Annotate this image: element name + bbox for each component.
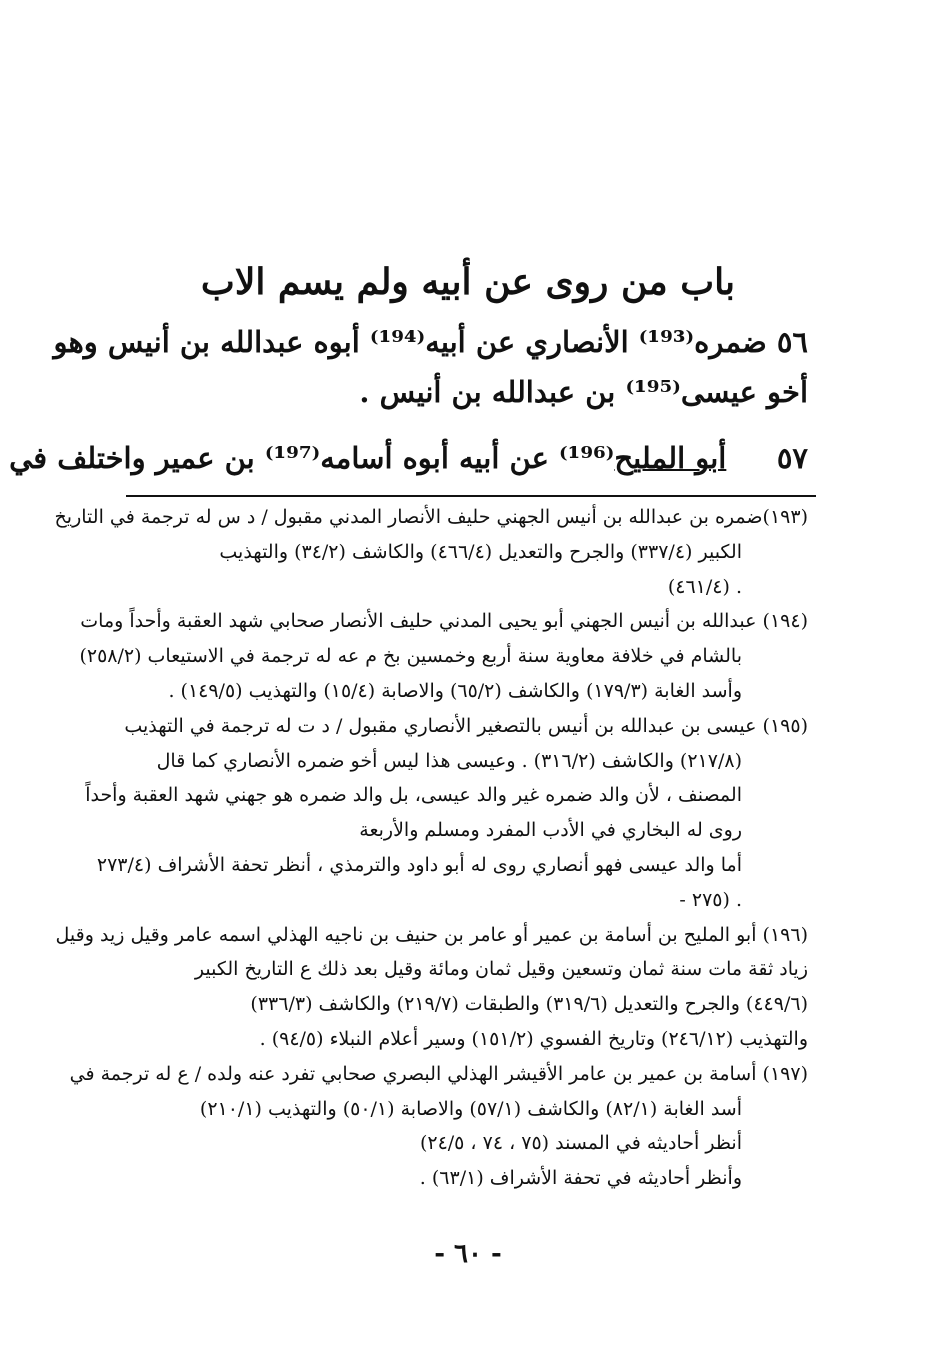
entry-57-number: ٥٧ [776,441,808,475]
footnote-197-line-2: أسد الغابة (٨٢/١) والكاشف (٥٧/١) والاصابة (٥٠/١) والتهذيب (٢١٠/١) [199,1097,742,1120]
footnote-196-line-4: والتهذيب (٢٤٦/١٢) وتاريخ الفسوي (١٥١/٢) وسير أعلام النبلاء (٩٤/٥) . [259,1027,808,1050]
chapter-heading: باب من روى عن أبيه ولم يسم الاب [200,261,736,303]
entry-57-line [9,438,808,478]
footnote-195-line-2: (٢١٧/٨) والكاشف (٣١٦/٢) . وعيسى هذا ليس أخو ضمره الأنصاري كما قال [156,749,742,772]
page-number: - ٦٠ - [434,1239,502,1269]
footnote-197-line-4: وأنظر أحاديثه في تحفة الأشراف (٦٣/١) . [419,1167,742,1190]
entry-56-line-2: أخو عيسى⁽¹⁹⁵⁾ بن عبدالله بن أنيس . [359,375,808,409]
footnote-194-line-1: (١٩٤) عبدالله بن أنيس الجهني أبو يحيى المدني حليف الأنصار صحابي شهد العقبة وأحداً ومات [80,610,808,633]
footnote-193-line-1: (١٩٣)ضمره بن عبدالله بن أنيس الجهني حليف الأنصار المدني مقبول / د س له ترجمة في التاريخ [54,506,808,528]
entry-57-name: أبو المليح [614,441,727,475]
entry-56-line-1: ٥٦ ضمره⁽¹⁹³⁾ الأنصاري عن أبيه⁽¹⁹⁴⁾ أبوه عبدالله بن أنيس وهو [53,325,808,359]
footnote-193-line-2: الكبير (٣٣٧/٤) والجرح والتعديل (٤٦٦/٤) والكاشف (٣٤/٢) والتهذيب [219,540,742,563]
footnote-196-line-1: (١٩٦) أبو المليح بن أسامة بن عمير أو عامر بن حنيف بن ناجيه الهذلي اسمه عامر وقيل زيد وقيل [55,923,808,946]
footnote-divider [126,495,816,497]
footnote-196-line-3: (٤٤٩/٦) والجرح والتعديل (٣١٩/٦) والطبقات (٢١٩/٧) والكاشف (٣٣٦/٣) [250,993,808,1016]
footnote-197-line-3: أنظر أحاديثه في المسند (٧٥ ، ٧٤ ، ٢٤/٥) [419,1132,742,1155]
entry-57-text: ⁽¹⁹⁶⁾ عن أبيه أبوه أسامه⁽¹⁹⁷⁾ بن عمير واختلف في [9,441,615,475]
footnote-196-line-2: زياد ثقة مات سنة ثمان وتسعين وقيل ثمان ومائة وقيل بعد ذلك ع التاريخ الكبير [194,958,808,981]
footnote-194-line-2: بالشام في خلافة معاوية سنة أربع وخمسين بخ م عه له ترجمة في الاستيعاب (٢٥٨/٢) [79,645,742,668]
footnote-195-line-6: - ٢٧٥) . [679,888,742,911]
footnote-195-line-1: (١٩٥) عيسى بن عبدالله بن أنيس بالتصغير الأنصاري مقبول / د ت له ترجمة في التهذيب [124,714,808,737]
footnote-194-line-3: وأسد الغابة (١٧٩/٣) والكاشف (٦٥/٢) والاصابة (١٥/٤) والتهذيب (١٤٩/٥) . [168,679,742,702]
footnote-195-line-4: روى له البخاري في الأدب المفرد ومسلم والأربعة [359,819,742,842]
footnote-197-line-1: (١٩٧) أسامة بن عمير بن عامر الأقيشر الهذلي البصري صحابي تفرد عنه ولده / ع له ترجمة في [69,1062,808,1085]
footnote-195-line-3: المصنف ، لأن والد ضمره غير والد عيسى، بل والد ضمره هو جهني شهد العقبة وأحداً [85,784,742,807]
footnotes [54,500,808,1196]
footnote-195-line-5: أما والد عيسى فهو أنصاري روى له أبو داود والترمذي ، أنظر تحفة الأشراف (٢٧٣/٤ [96,853,742,876]
footnote-193-line-3: (٤٦١/٤) . [667,575,742,598]
